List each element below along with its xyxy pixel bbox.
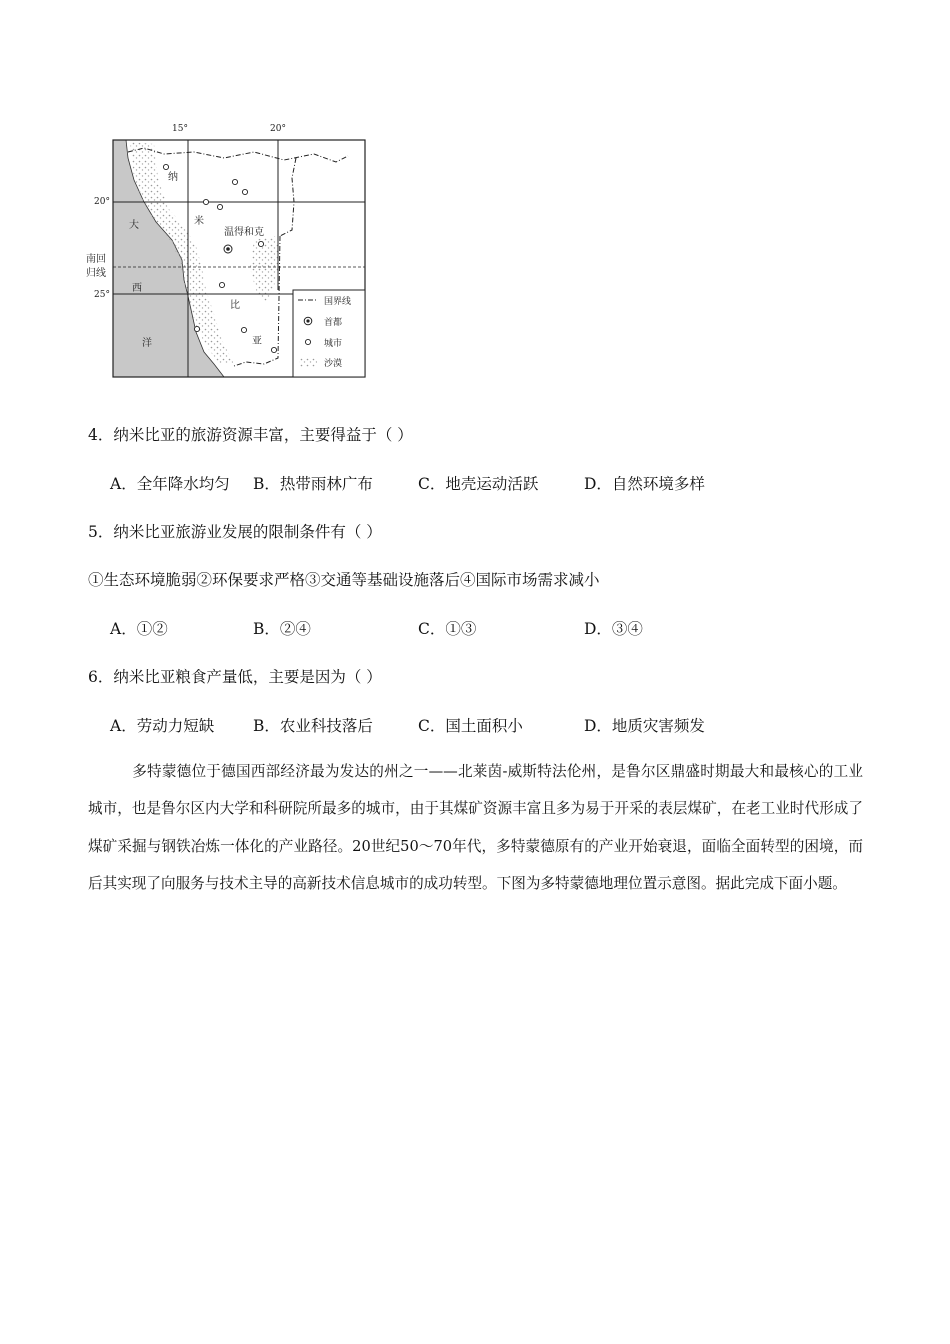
city-marker	[217, 204, 222, 209]
passage	[88, 753, 863, 902]
lon-15-label: 15°	[172, 124, 188, 134]
city-marker	[258, 241, 263, 246]
country-char-3: 比	[230, 300, 240, 311]
map-svg	[84, 118, 374, 382]
legend-capital-label: 首都	[324, 318, 343, 328]
legend-desert-symbol	[299, 357, 317, 367]
lon-20-label: 20°	[270, 124, 286, 134]
city-marker	[163, 164, 168, 169]
legend-desert-label: 沙漠	[324, 359, 343, 369]
country-char-1: 纳	[168, 172, 178, 183]
q5-option-a[interactable]: A．①②	[110, 620, 168, 638]
city-marker	[241, 327, 246, 332]
q5-option-d[interactable]: D．③④	[584, 620, 643, 638]
city-marker	[203, 199, 208, 204]
q5-items: ①生态环境脆弱②环保要求严格③交通等基础设施落后④国际市场需求减小	[88, 571, 600, 589]
lat-25-label: 25°	[94, 290, 110, 300]
q5-stem: 5．纳米比亚旅游业发展的限制条件有（ ）	[88, 523, 382, 541]
q6-option-a[interactable]: A．劳动力短缺	[110, 717, 215, 735]
passage-text: 多特蒙德位于德国西部经济最为发达的州之一——北莱茵-威斯特法伦州，是鲁尔区鼎盛时期最大和最核心的工业城市，也是鲁尔区内大学和科研院所最多的城市，由于其煤矿资源丰富且多为易于开采的表层煤矿，在老工业时代形成了煤矿采掘与钢铁冶炼一体化的产业路径。20世纪50～70年代，多特蒙德原有的产业开始衰退，面临全面转型的困境，而后其实现了向服务与技术主导的高新技术信息城市的成功转型。下图为多特蒙德地理位置示意图。据此完成下面小题。	[88, 763, 863, 892]
q6-option-d[interactable]: D．地质灾害频发	[584, 717, 705, 735]
capital-marker-dot	[226, 247, 230, 251]
ocean-char-2: 西	[132, 283, 142, 294]
q6-option-b[interactable]: B．农业科技落后	[253, 717, 373, 735]
city-marker	[219, 282, 224, 287]
namibia-map	[84, 118, 374, 382]
lat-20-label: 20°	[94, 197, 110, 207]
city-marker	[232, 179, 237, 184]
q6-stem: 6．纳米比亚粮食产量低，主要是因为（ ）	[88, 668, 382, 686]
city-marker	[194, 326, 199, 331]
q6-option-c[interactable]: C．国土面积小	[418, 717, 523, 735]
country-char-2: 米	[194, 216, 204, 227]
capital-label: 温得和克	[224, 227, 264, 238]
q5-option-b[interactable]: B．②④	[253, 620, 311, 638]
legend-border-label: 国界线	[324, 297, 352, 307]
q4-stem: 4．纳米比亚的旅游资源丰富，主要得益于（ ）	[88, 426, 413, 444]
country-char-4: 亚	[252, 336, 262, 347]
q4-option-d[interactable]: D．自然环境多样	[584, 475, 705, 493]
q4-option-c[interactable]: C．地壳运动活跃	[418, 475, 539, 493]
ocean-char-1: 大	[129, 220, 139, 231]
ocean-char-3: 洋	[142, 338, 152, 349]
tropic-label-1: 南回	[86, 254, 106, 265]
city-marker	[271, 347, 276, 352]
tropic-label-2: 归线	[86, 268, 106, 279]
legend-city-label: 城市	[324, 339, 343, 349]
legend-city-symbol	[305, 339, 310, 344]
city-marker	[242, 189, 247, 194]
q4-option-b[interactable]: B．热带雨林广布	[253, 475, 373, 493]
q4-option-a[interactable]: A．全年降水均匀	[110, 475, 230, 493]
legend-capital-dot	[306, 319, 309, 322]
q5-option-c[interactable]: C．①③	[418, 620, 477, 638]
